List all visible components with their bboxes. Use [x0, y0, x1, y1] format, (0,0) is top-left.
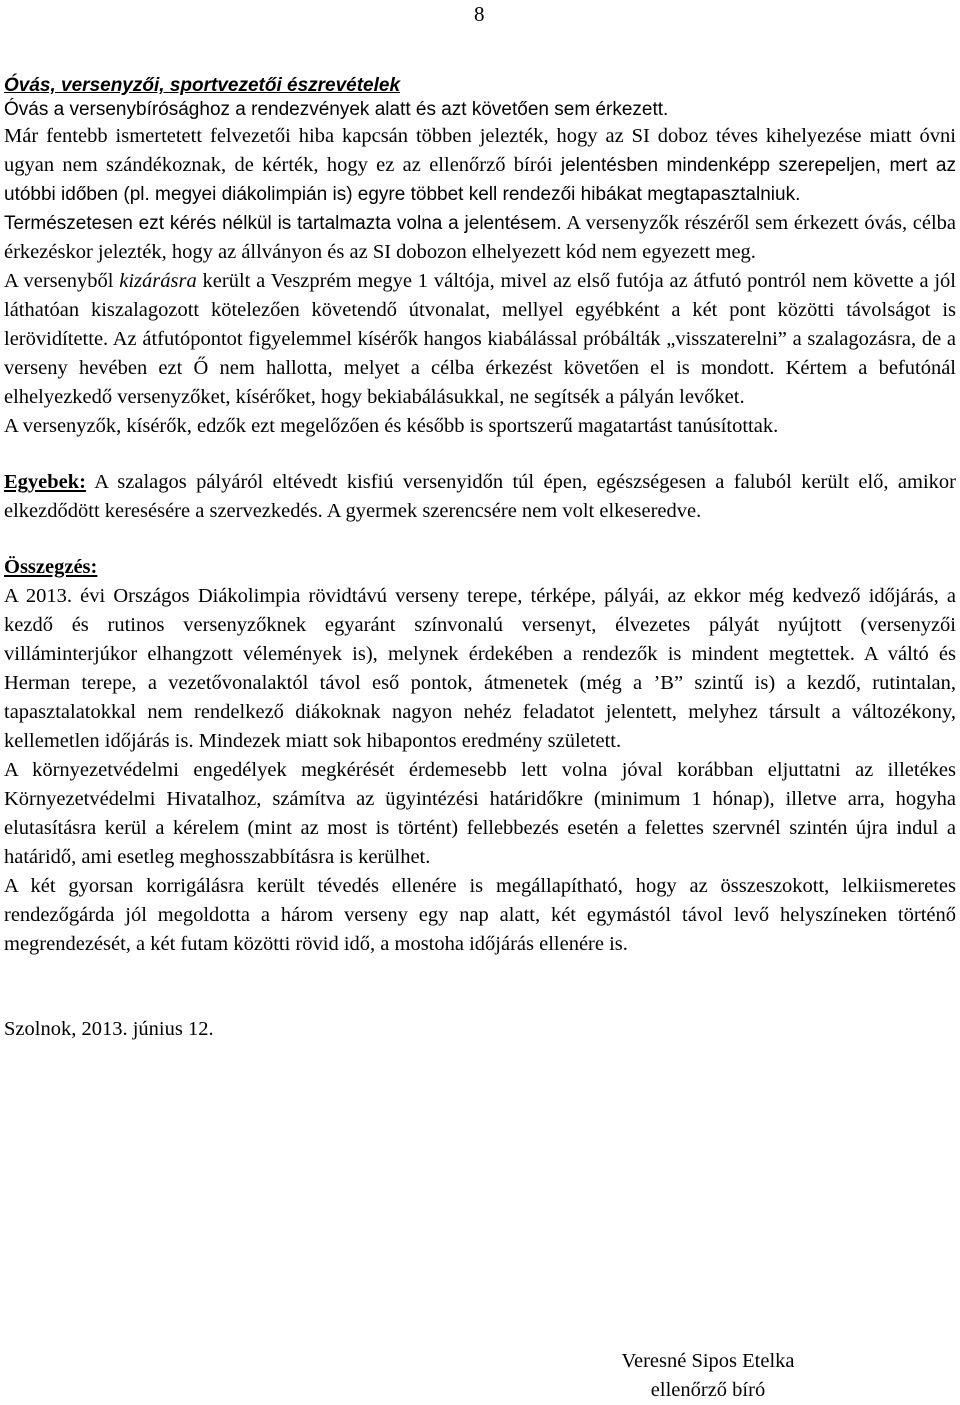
spacer: [4, 526, 956, 553]
other-heading: Egyebek:: [4, 471, 86, 493]
protest-paragraph-3: A versenyzők, kísérők, edzők ezt megelőzően és később is sportszerű magatartást tanúsítottak.: [4, 415, 779, 437]
document-body: [4, 74, 956, 1044]
protest-p1-part-c: Természetesen ezt kérés nélkül is tartalmazta volna a jelentésem.: [4, 213, 562, 234]
protest-section-title: Óvás, versenyzői, sportvezetői észrevételek: [4, 75, 401, 96]
summary-heading: Összegzés:: [4, 556, 98, 578]
page-number: 8: [474, 2, 485, 26]
summary-paragraph-2: A környezetvédelmi engedélyek megkérését érdemesebb lett volna jóval korábban eljuttatni az illetékes Környezetvédelmi Hivatalhoz, számítva az ügyintézési határidőkre (minimum 1 hónap), illetve arra, hogyha elutasításra kerül a kérelem (mint az most is történt) fellebbezés esetén a felettes szervnél szintén újra indul a határidő, ami esetleg meghosszabbításra is kerülhet.: [4, 759, 956, 868]
signature-role: ellenőrző bíró: [650, 1379, 766, 1401]
signature-name: Veresné Sipos Etelka: [621, 1350, 795, 1372]
other-paragraph: [4, 468, 956, 526]
protest-paragraph-2: [4, 267, 956, 412]
protest-p2-part-b: került a Veszprém megye 1 váltója, mivel az első futója az átfutó pontról nem követte a jól láthatóan kiszalagozott kötelezően követendő útvonalat, mellyel egyébként a két pont közötti távolságot is lerövidítette. Az átfutópontot figyelemmel kísérők hangos kiabálással próbálták „visszaterelni” a szalagozásra, de a verseny hevében ezt Ő nem hallotta, melyet a célba érkezést követően el is mondott. Kértem a befutónál elhelyezkedő versenyzőket, kísérőket, hogy bekiabálásukkal, ne segítsék a pályán levőket.: [4, 270, 956, 408]
protest-p2-part-a: A versenyből: [4, 270, 120, 292]
protest-p1-part-a: Már fentebb ismertetett felvezetői hiba kapcsán többen jelezték, hogy az SI doboz téves kihelyezése miatt óvni ugyan nem szándékoznak, de kérték, hogy ez az ellenőrző bírói: [4, 125, 956, 176]
protest-p1-part-d: A versenyzők részéről sem érkezett óvás, célba érkezéskor jelezték, hogy az állványon és az SI dobozon elhelyezett kód nem egyezett meg.: [4, 212, 956, 263]
spacer: [4, 441, 956, 468]
spacer: [4, 959, 956, 1015]
signature-block: [598, 1347, 818, 1405]
summary-paragraph-3: A két gyorsan korrigálásra került tévedés ellenére is megállapítható, hogy az összeszokott, lelkiismeretes rendezőgárda jól megoldotta a három verseny egy nap alatt, két egymástól távol levő helyszíneken történő megrendezését, a két futam közötti rövid idő, a mostoha időjárás ellenére is.: [4, 875, 956, 955]
protest-p1-part-b: jelentésben mindenképp szerepeljen, mert az utóbbi időben (pl. megyei diákolimpián is) egyre többet kell rendezői hibákat megtapasztalniuk.: [4, 155, 956, 205]
protest-paragraph-1: [4, 122, 956, 267]
place-date: Szolnok, 2013. június 12.: [4, 1018, 214, 1040]
other-text: A szalagos pályáról eltévedt kisfiú versenyidőn túl épen, egészségesen a faluból került elő, amikor elkezdődött keresésére a szervezkedés. A gyermek szerencsére nem volt elkeseredve.: [4, 471, 956, 522]
protest-p2-emphasis: kizárásra: [119, 270, 197, 292]
summary-paragraph-1: A 2013. évi Országos Diákolimpia rövidtávú verseny terepe, térképe, pályái, az ekkor még kedvező időjárás, a kezdő és rutinos versenyzőknek egyaránt színvonalú versenyt, élvezetes pályát nyújtott (versenyzői villáminterjúkor elhangzott vélemények is), melynek érdekében a rendezők is mindent megtettek. A váltó és Herman terepe, a vezetővonalaktól távol eső pontok, átmenetek (még a ’B” szintű is) a kezdő, rutintalan, tapasztalatokkal nem rendelkező diákoknak nagyon nehéz feladatot jelentett, melyhez társult a változékony, kellemetlen időjárás is. Mindezek miatt sok hibapontos eredmény született.: [4, 585, 956, 752]
protest-line-1: Óvás a versenybírósághoz a rendezvények alatt és azt követően sem érkezett.: [4, 99, 669, 120]
